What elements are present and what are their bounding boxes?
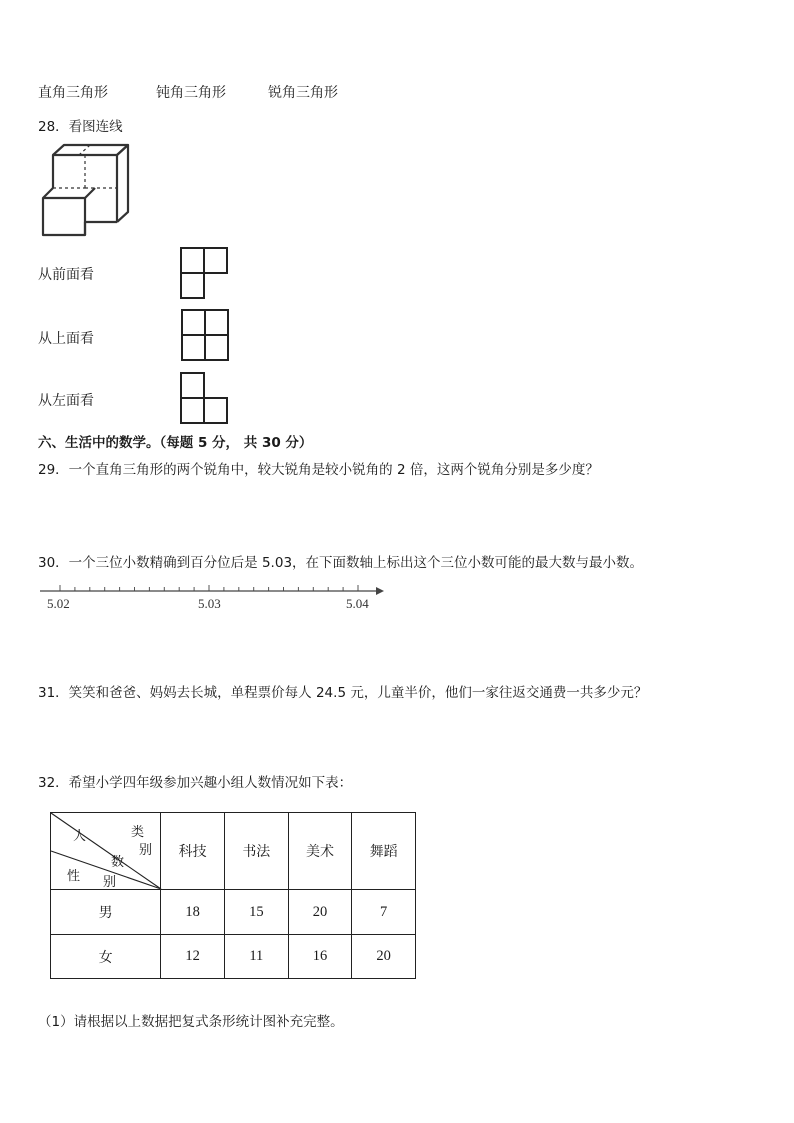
option-acute-triangle: 锐角三角形 [268, 85, 338, 101]
cube-solid-figure [38, 140, 138, 240]
corner-text-lei: 类 [131, 825, 145, 840]
corner-text-bie-2: 别 [103, 875, 117, 890]
front-view-grid [180, 247, 230, 301]
cell-male-keji: 18 [161, 890, 225, 935]
corner-text-shu: 数 [111, 855, 125, 870]
question-28-title: 28．看图连线 [38, 119, 123, 135]
cell-female-meishu: 16 [288, 935, 352, 979]
cell-female-shufa: 11 [224, 935, 288, 979]
option-obtuse-triangle: 钝角三角形 [156, 85, 226, 101]
corner-text-xing: 性 [67, 869, 81, 884]
cell-female-wudao: 20 [352, 935, 416, 979]
header-shufa: 书法 [224, 813, 288, 890]
interest-group-table [50, 812, 416, 979]
axis-label-502: 5.02 [47, 596, 70, 611]
corner-text-ren: 人 [73, 829, 87, 844]
cell-male-wudao: 7 [352, 890, 416, 935]
cell-female-keji: 12 [161, 935, 225, 979]
question-32-sub-1: （1）请根据以上数据把复式条形统计图补充完整。 [38, 1014, 344, 1030]
question-31-text: 31．笑笑和爸爸、妈妈去长城，单程票价每人 24.5 元，儿童半价，他们一家往返交通费一共多少元？ [38, 685, 648, 701]
header-wudao: 舞蹈 [352, 813, 416, 890]
section-6-heading: 六、生活中的数学。（每题 5 分， 共 30 分） [38, 435, 313, 451]
axis-label-504: 5.04 [346, 596, 369, 611]
option-right-triangle: 直角三角形 [38, 85, 108, 101]
left-view-grid [180, 372, 230, 426]
cell-male-meishu: 20 [288, 890, 352, 935]
header-keji: 科技 [161, 813, 225, 890]
table-corner-header [51, 813, 161, 890]
question-30-text: 30．一个三位小数精确到百分位后是 5.03，在下面数轴上标出这个三位小数可能的最大数与最小数。 [38, 555, 644, 571]
question-32-text: 32．希望小学四年级参加兴趣小组人数情况如下表： [38, 775, 353, 791]
header-meishu: 美术 [288, 813, 352, 890]
table-row-male [51, 890, 416, 935]
table-row-female [51, 935, 416, 979]
view-label-front: 从前面看 [38, 267, 94, 283]
cell-male-shufa: 15 [224, 890, 288, 935]
axis-label-503: 5.03 [198, 596, 221, 611]
view-label-left: 从左面看 [38, 393, 94, 409]
row-label-male: 男 [51, 890, 161, 935]
corner-text-bie-1: 别 [139, 843, 153, 858]
question-29-text: 29．一个直角三角形的两个锐角中，较大锐角是较小锐角的 2 倍，这两个锐角分别是多少度？ [38, 462, 599, 478]
view-label-top: 从上面看 [38, 331, 94, 347]
row-label-female: 女 [51, 935, 161, 979]
top-view-grid [181, 309, 231, 363]
